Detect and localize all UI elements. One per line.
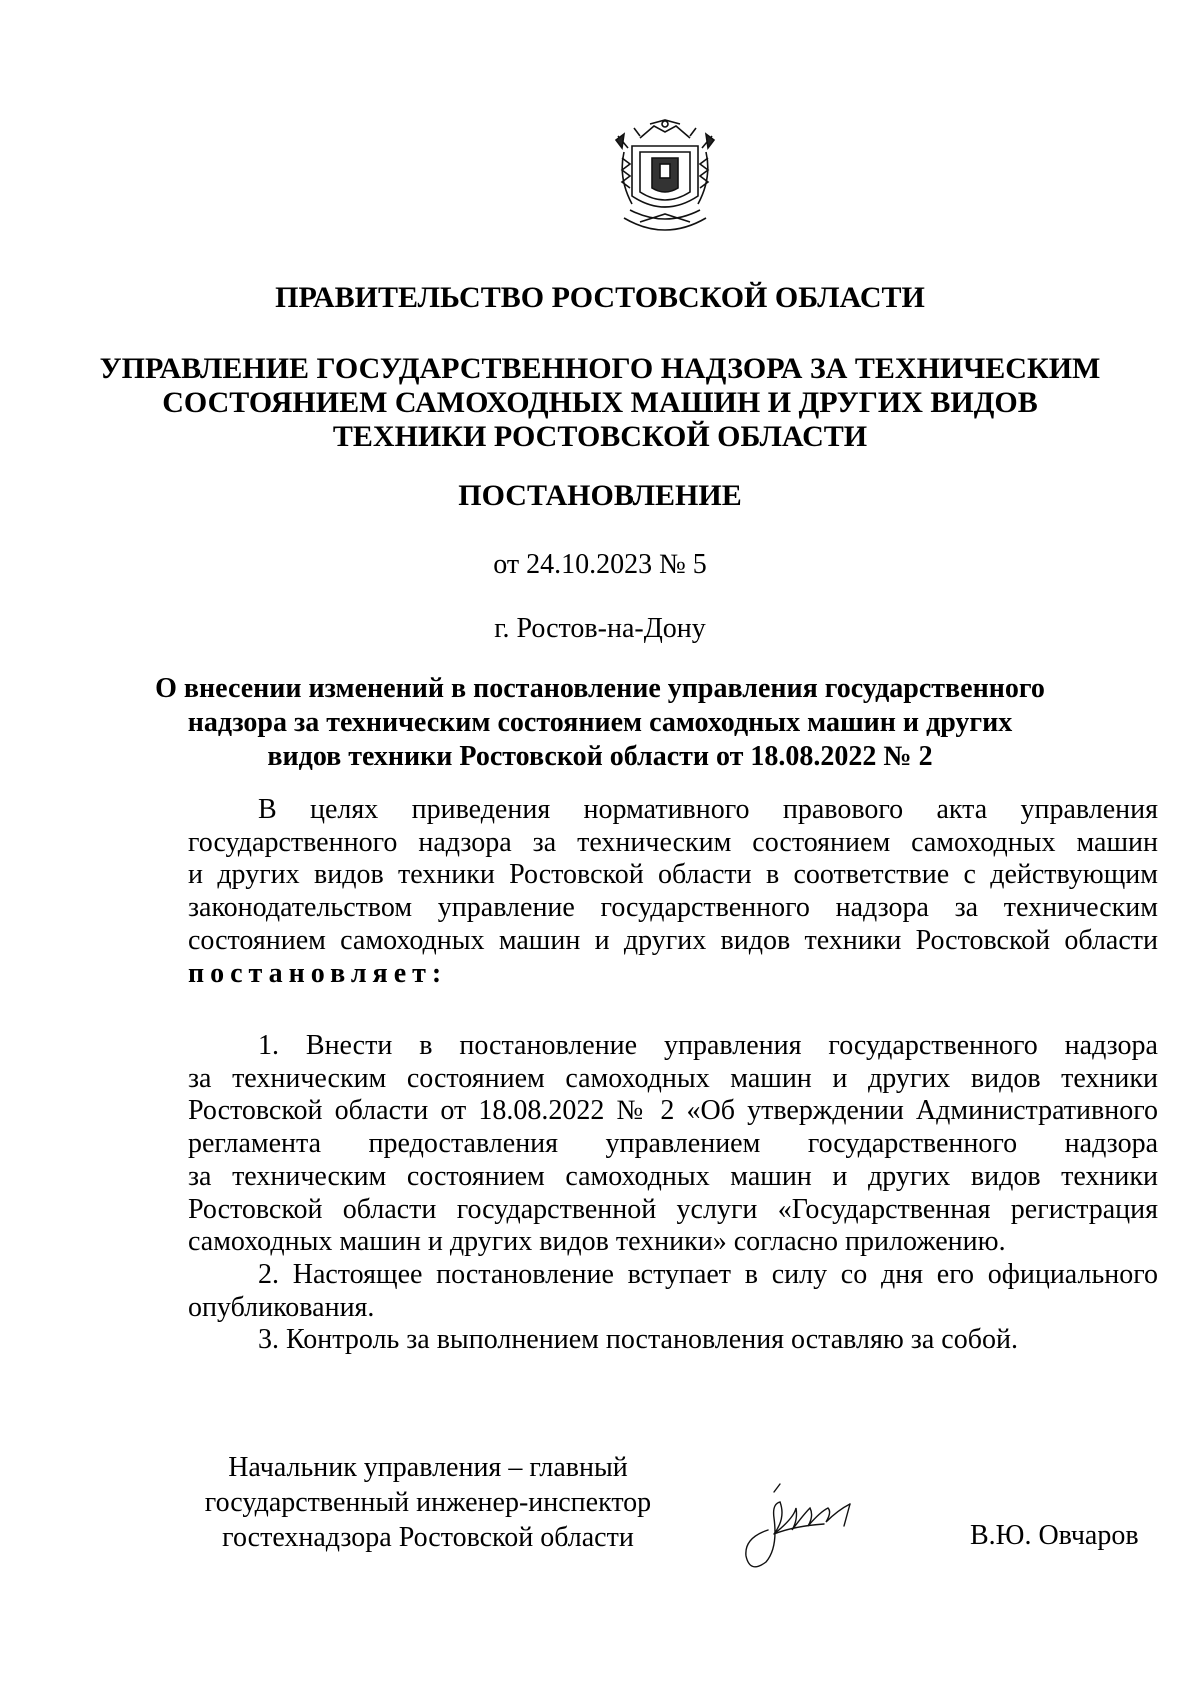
resolution-items bbox=[188, 1030, 1158, 1357]
item-1-line: регламента предоставления управлением государственного надзора bbox=[188, 1128, 1158, 1160]
position-line: Начальник управления – главный bbox=[228, 1452, 628, 1483]
government-heading: ПРАВИТЕЛЬСТВО РОСТОВСКОЙ ОБЛАСТИ bbox=[275, 281, 925, 314]
item-1-line: за техническим состоянием самоходных машин и других видов техники bbox=[188, 1062, 1158, 1094]
item-1-line: Ростовской области от 18.08.2022 № 2 «Об утверждении Административного bbox=[188, 1095, 1158, 1127]
preamble-paragraph bbox=[188, 794, 1158, 990]
document-type-title: ПОСТАНОВЛЕНИЕ bbox=[458, 479, 742, 512]
document-date-number: от 24.10.2023 № 5 bbox=[493, 549, 707, 580]
department-heading-line: СОСТОЯНИЕМ САМОХОДНЫХ МАШИН И ДРУГИХ ВИДОВ bbox=[162, 386, 1038, 419]
resolves-word: постановляет: bbox=[188, 957, 448, 989]
position-line: гостехнадзора Ростовской области bbox=[222, 1522, 634, 1553]
preamble-line: В целях приведения нормативного правового акта управления bbox=[258, 794, 1158, 825]
item-3-line: 3. Контроль за выполнением постановления оставляю за собой. bbox=[258, 1324, 1018, 1356]
position-line: государственный инженер-инспектор bbox=[204, 1487, 652, 1518]
document-city: г. Ростов-на-Дону bbox=[494, 613, 706, 644]
preamble-line: государственного надзора за техническим состоянием самоходных машин bbox=[188, 826, 1158, 858]
subject-line: надзора за техническим состоянием самоходных машин и других bbox=[187, 707, 1013, 738]
subject-line: О внесении изменений в постановление управления государственного bbox=[155, 673, 1045, 704]
document-subject bbox=[0, 672, 1200, 774]
signatory-position bbox=[198, 1450, 658, 1555]
item-2-line: 2. Настоящее постановление вступает в силу со дня его официального bbox=[258, 1258, 1158, 1290]
department-heading bbox=[0, 352, 1200, 454]
handwritten-signature-icon bbox=[734, 1478, 884, 1578]
item-1-line: Ростовской области государственной услуги «Государственная регистрация bbox=[188, 1193, 1158, 1225]
department-heading-line: ТЕХНИКИ РОСТОВСКОЙ ОБЛАСТИ bbox=[332, 420, 868, 453]
signatory-name: В.Ю. Овчаров bbox=[970, 1520, 1139, 1551]
preamble-line: состоянием самоходных машин и других видов техники Ростовской области bbox=[188, 924, 1158, 956]
item-1-line: 1. Внести в постановление управления государственного надзора bbox=[258, 1030, 1158, 1061]
item-2-line: опубликования. bbox=[188, 1291, 375, 1323]
item-1-line: за техническим состоянием самоходных машин и других видов техники bbox=[188, 1160, 1158, 1192]
preamble-line: и других видов техники Ростовской области в соответствие с действующим bbox=[188, 859, 1158, 891]
subject-line: видов техники Ростовской области от 18.08.2022 № 2 bbox=[267, 741, 933, 772]
coat-of-arms-icon bbox=[610, 118, 720, 242]
preamble-line: законодательством управление государственного надзора за техническим bbox=[188, 892, 1158, 924]
department-heading-line: УПРАВЛЕНИЕ ГОСУДАРСТВЕННОГО НАДЗОРА ЗА ТЕХНИЧЕСКИМ bbox=[99, 352, 1101, 385]
item-1-line: самоходных машин и других видов техники» согласно приложению. bbox=[188, 1226, 1006, 1258]
